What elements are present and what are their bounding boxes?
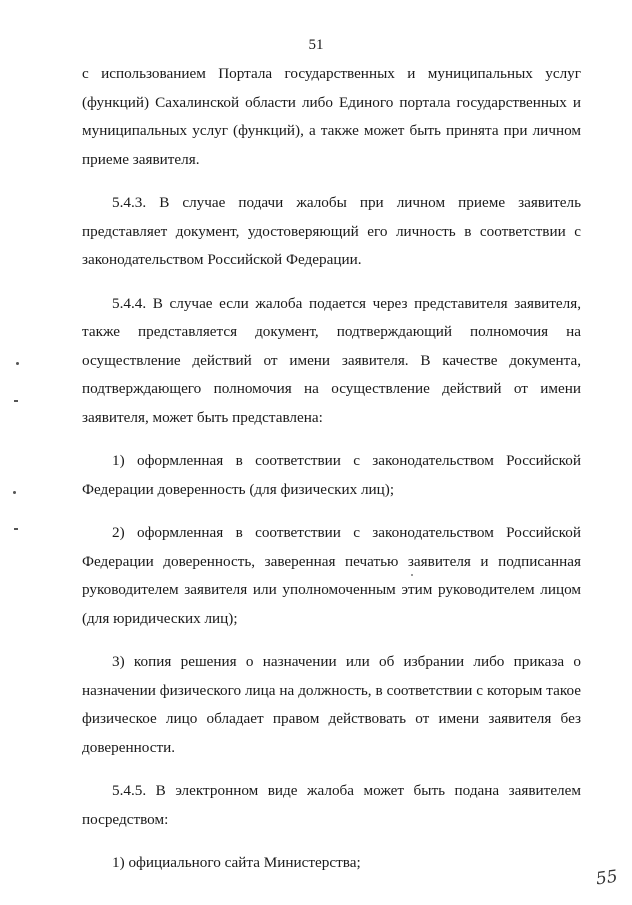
scan-speck	[13, 491, 16, 494]
paragraph: с использованием Портала государственных и муниципальных услуг (функций) Сахалинской области либо Единого портала государственных и муниципальных услуг (функций), а также может быть принята при личном приеме заявителя.	[82, 65, 581, 168]
document-body	[82, 60, 581, 878]
paragraph: 5.4.5. В электронном виде жалоба может быть подана заявителем посредством:	[82, 782, 581, 828]
scan-speck	[16, 362, 19, 365]
scan-speck	[14, 528, 18, 530]
paragraph: 5.4.3. В случае подачи жалобы при личном приеме заявитель представляет документ, удостоверяющий его личность в соответствии с законодательством Российской Федерации.	[82, 194, 581, 268]
paragraph: 1) официального сайта Министерства;	[112, 854, 361, 871]
paragraph: 1) оформленная в соответствии с законодательством Российской Федерации доверенность (для физических лиц);	[82, 452, 581, 498]
handwritten-page-number: 55	[594, 866, 619, 890]
scan-speck	[411, 574, 413, 576]
page-number: 51	[308, 37, 324, 53]
paragraph: 3) копия решения о назначении или об избрании либо приказа о назначении физического лица на должность, в соответствии с которым такое физическое лицо обладает правом действовать от имени заявителя без доверенности.	[82, 653, 581, 756]
paragraph: 5.4.4. В случае если жалоба подается через представителя заявителя, также представляется документ, подтверждающий полномочия на осуществление действий от имени заявителя. В качестве документа, подтверждающего полномочия на осуществление действий от имени заявителя, может быть представлена:	[82, 294, 581, 426]
scan-speck	[14, 400, 18, 402]
paragraph: 2) оформленная в соответствии с законодательством Российской Федерации доверенность, заверенная печатью заявителя и подписанная руководителем заявителя или уполномоченным этим руководителем лицом (для юридических лиц);	[82, 524, 581, 627]
